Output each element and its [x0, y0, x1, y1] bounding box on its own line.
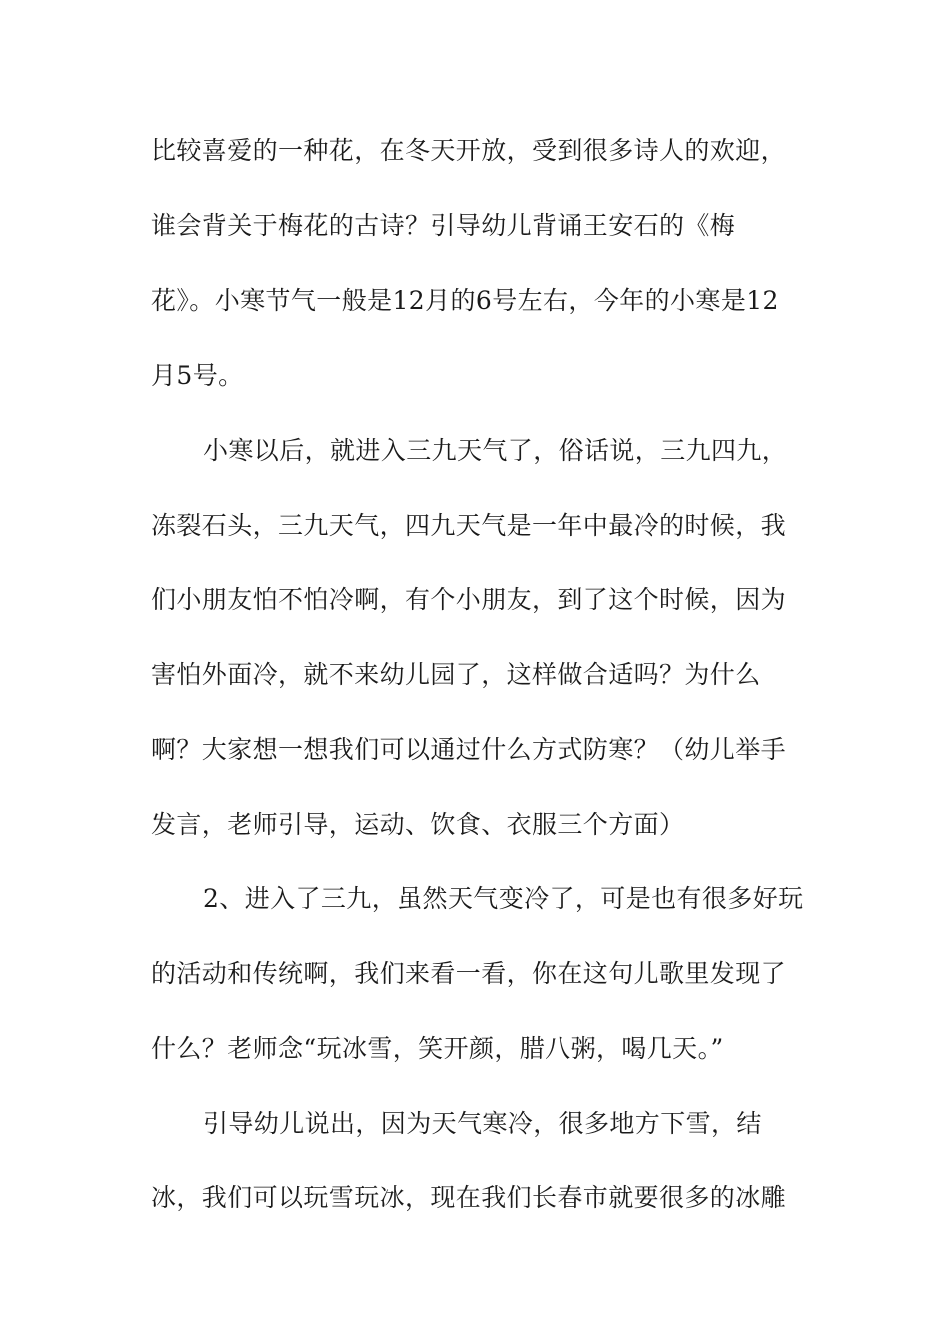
paragraph-start-line: 小寒以后，就进入三九天气了，俗话说，三九四九， — [203, 436, 788, 465]
text-line: 花》。小寒节气一般是12月的6号左右，今年的小寒是12 — [151, 286, 779, 315]
text-line: 们小朋友怕不怕冷啊，有个小朋友，到了这个时候，因为 — [151, 585, 787, 614]
text-line: 冻裂石头，三九天气，四九天气是一年中最冷的时候，我 — [151, 511, 787, 540]
text-line: 发言，老师引导，运动、饮食、衣服三个方面） — [151, 810, 685, 839]
text-line: 比较喜爱的一种花，在冬天开放，受到很多诗人的欢迎， — [151, 136, 787, 165]
paragraph-start-line: 2、进入了三九，虽然天气变冷了，可是也有很多好玩 — [203, 884, 804, 913]
text-line: 害怕外面冷，就不来幼儿园了，这样做合适吗？为什么 — [151, 660, 761, 689]
paragraph-start-line: 引导幼儿说出，因为天气寒冷，很多地方下雪，结 — [203, 1109, 762, 1138]
text-line: 啊？大家想一想我们可以通过什么方式防寒？（幼儿举手 — [151, 735, 787, 764]
text-line: 冰，我们可以玩雪玩冰，现在我们长春市就要很多的冰雕 — [151, 1183, 787, 1212]
text-line: 谁会背关于梅花的古诗？引导幼儿背诵王安石的《梅 — [151, 211, 736, 240]
text-line: 月5号。 — [151, 361, 244, 390]
text-line: 的活动和传统啊，我们来看一看，你在这句儿歌里发现了 — [151, 959, 787, 988]
text-line: 什么？老师念“玩冰雪，笑开颜，腊八粥，喝几天。” — [151, 1034, 724, 1063]
